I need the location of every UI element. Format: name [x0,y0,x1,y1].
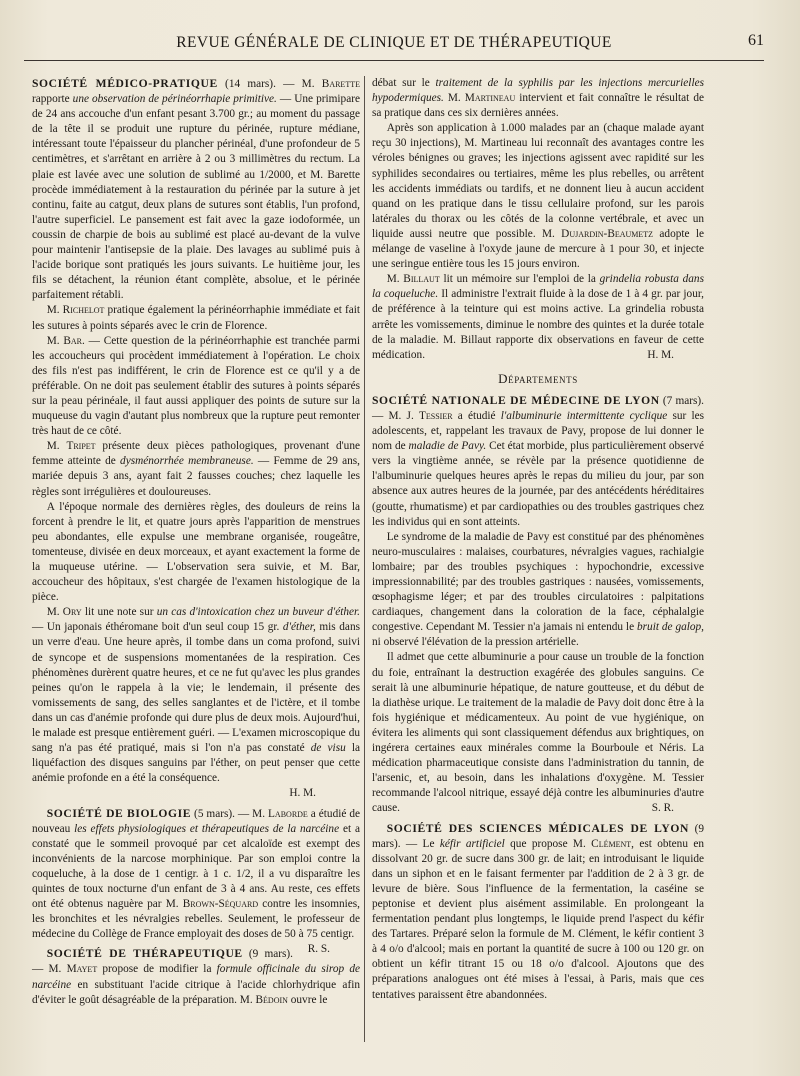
signature: H. M. [289,787,316,800]
article-title: une observation de périnéorrhapie primitive. [72,93,277,106]
author-name: Tessier [418,409,453,422]
society-heading: SOCIÉTÉ DES SCIENCES MÉDICALES DE LYON [386,821,689,835]
author-name: Clément [591,837,632,850]
author-name: Bédoin [255,993,288,1006]
section-heading: Départements [498,370,578,386]
signature: S. R. [651,802,674,815]
page-header [24,30,764,61]
author-name: Martineau [464,92,516,105]
author-name: Barette [321,78,360,90]
article-therapeutique: SOCIÉTÉ DE THÉRAPEUTIQUE (9 mars). — M. Mayet propose de modifier la formule officinale du sirop de narcéine en substituant l'acide citrique à l'acide chlorhydrique afin d'éviter le goût désagréable de la préparation. M. Bédoin ouvre le [32,947,361,1006]
paragraph: M. Tripet présente deux pièces pathologiques, provenant d'une femme atteinte de dysménorrhée membraneuse. — Femme de 29 ans, mariée depuis 3 ans, ayant fait 2 fausses couches; chez laquelle les règles sont irrégulières et douloureuses. [32,440,360,498]
article-biologie: SOCIÉTÉ DE BIOLOGIE (5 mars). — M. Laborde a étudié de nouveau les effets physiologiques et thérapeutiques de la narcéine et a constaté que le sommeil provoqué par cet alcaloïde est exempt des inconvénients de la narcose morphinique. Par son emploi contre la coqueluche, à la dose de 1 centigr. à 1 c. 1/2, il a vu disparaître les quintes de toux nocturne d'un enfant de 3 à 4 ans. Au reste, ces effets ont été obtenus naguère par M. Brown-Séquard contre les insomnies, les bronchites et les névralgies rebelles. Seulement, le professeur de médecine du Collège de France employait des doses de 50 à 75 centigr. R. S. [32,806,360,943]
paragraph: A l'époque normale des dernières règles, des douleurs de reins la forcent à prendre le lit, et quatre jours après l'apparition de menstrues peu abondantes, elle expulse une membrane organisée, rougeâtre, tomenteuse, divisée en deux morceaux, et ayant exactement la forme de la muqueuse utérine. — L'observation sera suivie, et M. Bar, accoucheur des hôpitaux, s'est chargée de l'examen histologique de la pièce. [32,500,360,604]
society-heading: SOCIÉTÉ DE BIOLOGIE [46,806,192,820]
left-column [32,76,360,1008]
society-heading: SOCIÉTÉ NATIONALE DE MÉDECINE DE LYON [372,393,660,407]
signature: H. M. [647,348,674,361]
article-lyon-nationale: SOCIÉTÉ NATIONALE DE MÉDECINE DE LYON (7 mars). — M. J. Tessier a étudié l'albuminurie intermittente cyclique sur les adolescents, et, rappelant les travaux de Pavy, propose de lui donner le nom de maladie de Pavy. Cet état morbide, plus particulièrement observé vers la vingtième année, se révèle par la présence quotidienne de l'albuminurie quelques heures après le repas du milieu du jour, par son absence aux autres heures de la journée, par des antécédents héréditaires (goutte, rhumatisme) et par cardiopathies ou des troubles gastriques chez les individus qui en sont atteints. [372,393,705,528]
signature: R. S. [307,943,330,956]
right-column [372,76,704,1003]
page-number: 61 [748,32,764,49]
column-divider [364,76,365,1042]
article-lyon-sciences: SOCIÉTÉ DES SCIENCES MÉDICALES DE LYON (9 mars). — Le kéfir artificiel que propose M. Clément, est obtenu en dissolvant 20 gr. de sucre dans 300 gr. de lait; en introduisant le liquide dans un siphon et en le faisant fermenter par l'addition de 2 à 3 gr. de levure de bière. Sous l'influence de la fermentation, la caséine se peptonise et devient plus aisément assimilable. En prolongeant la fermentation pendant plus longtemps, le liquide prend l'aspect du kéfir des Tartares. Préparé selon la formule de M. Clément, le kéfir contient 3 à 4 o/o d'alcool; mais en portant la quantité de sucre à 100 ou 120 gr. on obtient un kéfir titrant 15 ou 18 o/o d'alcool. Ajoutons que des préparations analogues ont été mises à l'essai, à Paris, mais que ces tentatives paraissent être abandonnées. [372,821,705,1001]
author-name: Mayet [66,963,98,976]
author-name: Richelot [62,304,105,317]
paragraph: Après son application à 1.000 malades par an (chaque malade ayant reçu 30 injections), M. Martineau lui reconnaît des avantages contre les véroles bénignes ou graves; les injections agissent avec rapidité sur les syphilides secondaires ou tertiaires, même les plus rebelles, ou arrêtent les accidents immédiats ou tardifs, et ne donnent lieu à aucun accident quand on les pratique dans le tissu cellulaire profond, sur les parois latérales du thorax ou les côtés de la colonne vertébrale, et avec un liquide aussi neutre que possible. M. Dujardin-Beaumetz adopte le mélange de vaseline à l'oxyde jaune de mercure à 1 pour 30, et injecte une seringue entière tous les 15 jours environ. [372,122,704,271]
paragraph: débat sur le traitement de la syphilis par les injections mercurielles hypodermiques. M. Martineau intervient et fait connaître le résultat de sa pratique dans ces six dernières années. [372,77,704,120]
paragraph: Le syndrome de la maladie de Pavy est constitué par des phénomènes neuro-musculaires : malaises, courbatures, névralgies vagues, rachialgie lombaire; par des troubles psychiques : hypochondrie, excessive impressionnabilité; par des troubles gastriques : nausées, vomissements, œsophagisme léger; et par des troubles circulatoires : palpitations cardiaques, changement dans la coloration de la face, céphalalgie congestive. Cependant M. Tessier n'a jamais ni entendu le bruit de galop, ni observé l'élévation de la pression artérielle. [372,530,705,649]
paragraph: M. Richelot pratique également la périnéorrhaphie immédiate et fait les sutures à points séparés avec le crin de Florence. [32,304,361,332]
author-name: Tripet [66,440,96,453]
paragraph: M. Bar. — Cette question de la périnéorrhaphie est tranchée parmi les accoucheurs qui procèdent immédiatement à l'opération. Le choix des fils n'est pas indifférent, le crin de Florence est ce qu'il y a de préférable. On ne doit pas seulement établir des sutures à points séparés sur la peau périnéale, il faut aussi appliquer des points de suture sur la muqueuse du vagin d'autant plus nombreux que la rupture peut remonter très haut de ce côté. [32,334,361,438]
society-heading: SOCIÉTÉ DE THÉRAPEUTIQUE [46,947,243,961]
running-title: REVUE GÉNÉRALE DE CLINIQUE ET DE THÉRAPEUTIQUE [176,34,612,51]
paragraph: M. Ory lit une note sur un cas d'intoxication chez un buveur d'éther.— Un japonais éthéromane boit d'un seul coup 15 gr. d'éther, mis dans un verre d'eau. Une heure après, il tombe dans un coma profond, suivi de syncope et de suspensions momentanées de la respiration. Ces phénomènes durèrent quatre heures, et ce ne fut qu'avec les plus grandes peines qu'on le rappela à la vie; le lendemain, il présente des vomissements de sang, des selles sanglantes et de l'ictère, et il tombe dans un cas d'anémie profonde qui dure plus de deux mois. Aujourd'hui, le malade est presque entièrement guéri. — L'examen microscopique du sang n'a pas été pratiqué, mais si l'on n'a pas constaté de visu la liquéfaction des disques sanguins par l'éther, on peut penser que cette anémie profonde en a été la conséquence. [32,606,360,785]
author-name: Brown-Séquard [182,898,259,911]
author-name: Laborde [268,807,308,820]
author-name: Billaut [403,273,440,286]
author-name: Ory [62,606,82,619]
article-medico-pratique: SOCIÉTÉ MÉDICO-PRATIQUE (14 mars). — M. Barette rapporte une observation de périnéorrhapie primitive. — Une primipare de 24 ans accouche d'un enfant pesant 3.700 gr.; au moment du passage de la tête il se produit une rupture du périnée, rupture médiane, intéressant toute l'épaisseur du plancher périnéal, d'une profondeur de 5 centimètres, et s'arrêtant en arrière à 2 ou 3 millimètres du rectum. La plaie est lavée avec une solution de sublimé au 1/2000, et M. Barette procède immédiatement à la restauration du périnée par la suture à jet continu, faite au catgut, deux plans de sutures sont établis, l'un profond, l'autre superficiel. Le pansement est fait avec la gaze iodoformée, un coussin de charpie de bois au sublimé est placé au-devant de la vulve pour maintenir l'antisepsie de la plaie. Des lavages au sublimé puis à l'acide borique sont pratiqués les jours suivants. Le huitième jour, les fils se détachent, la réunion étant complète, absolue, et le périnée parfaitement rétabli. [32,77,360,302]
paragraph: M. Billaut lit un mémoire sur l'emploi de la grindelia robusta dans la coqueluche. Il administre l'extrait fluide à la dose de 1 à 4 gr. par jour, de préférence à la teinture qui est moins active. La grindelia robusta arrête les vomissements, diminue le nombre des quintes et la durée totale de la maladie. M. Billaut rapporte dix observations en faveur de cette médication. H. M. [372,272,704,363]
author-name: Bar [63,334,83,347]
society-heading: SOCIÉTÉ MÉDICO-PRATIQUE [32,77,218,90]
author-name: Dujardin-Beaumetz [561,227,654,240]
paragraph: Il admet que cette albuminurie a pour cause un trouble de la fonction du foie, entraînant la destruction exagérée des globules sanguins. Ce serait là une albuminurie hépatique, de nature goutteuse, et du début de la diathèse urique. Le traitement de la maladie de Pavy doit donc être à la fois hygiénique et médicamenteux. Au point de vue hygiénique, on évitera les aliments qui sont classiquement défendus aux brightiques, on ingérera certaines eaux minérales comme la Bourboule et Néris. La médication pharmaceutique consiste dans l'administration du tannin, de l'arsenic, et, au besoin, dans les inhalations d'oxygène. M. Tessier recommande l'alcool nitrique, essayé déjà contre les albuminuries d'autre cause. S. R. [372,650,704,816]
